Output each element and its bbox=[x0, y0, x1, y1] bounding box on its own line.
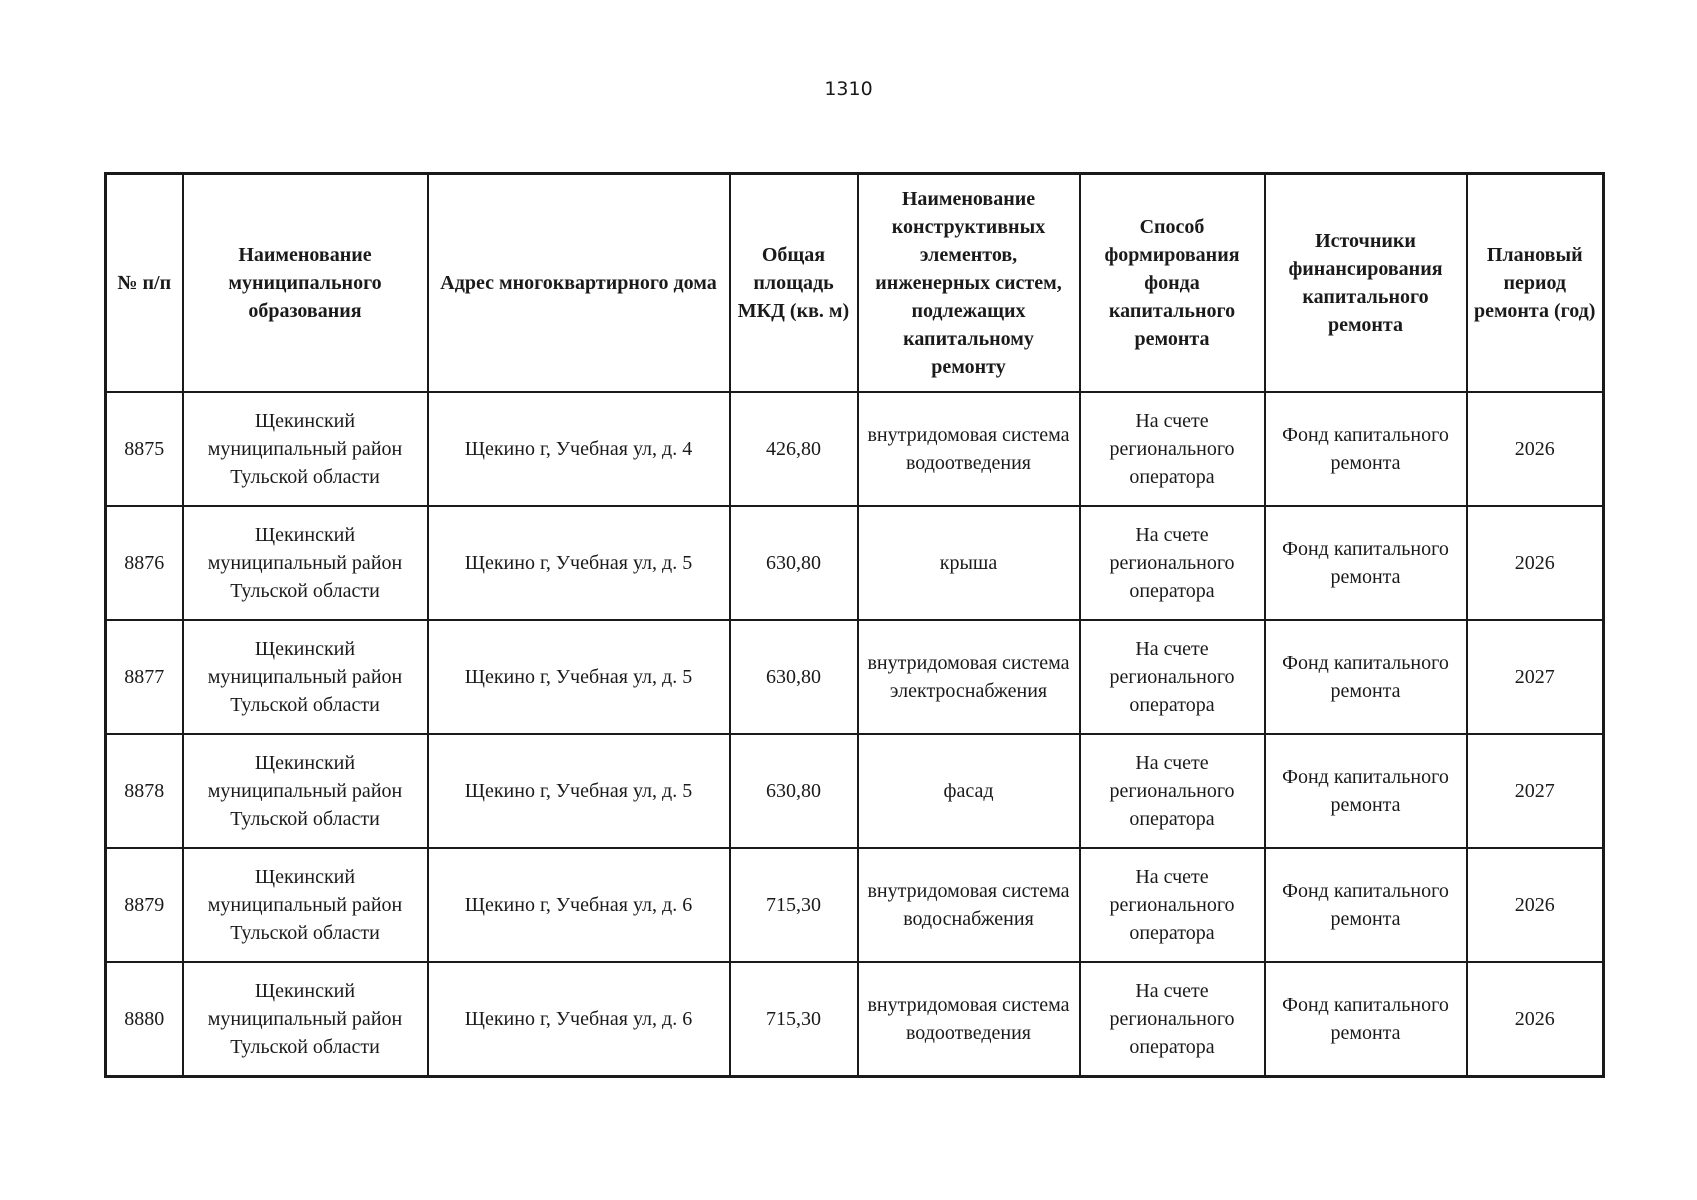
cell-number: 8879 bbox=[106, 848, 183, 962]
cell-elements: крыша bbox=[858, 506, 1080, 620]
cell-planned-year: 2027 bbox=[1467, 620, 1604, 734]
header-cell-area: Общая площадь МКД (кв. м) bbox=[730, 174, 858, 393]
table-row bbox=[106, 848, 1604, 962]
cell-municipality: Щекинский муниципальный район Тульской области bbox=[183, 962, 428, 1077]
cell-fund-method: На счете регионального оператора bbox=[1080, 506, 1265, 620]
cell-municipality: Щекинский муниципальный район Тульской области bbox=[183, 620, 428, 734]
cell-funding-source: Фонд капитального ремонта bbox=[1265, 962, 1467, 1077]
table-row bbox=[106, 962, 1604, 1077]
cell-number: 8880 bbox=[106, 962, 183, 1077]
cell-area: 715,30 bbox=[730, 848, 858, 962]
cell-elements: внутридомовая система водоотведения bbox=[858, 962, 1080, 1077]
cell-funding-source: Фонд капитального ремонта bbox=[1265, 392, 1467, 506]
cell-number: 8876 bbox=[106, 506, 183, 620]
table-header bbox=[106, 174, 1604, 393]
cell-area: 630,80 bbox=[730, 620, 858, 734]
cell-area: 715,30 bbox=[730, 962, 858, 1077]
cell-planned-year: 2027 bbox=[1467, 734, 1604, 848]
cell-fund-method: На счете регионального оператора bbox=[1080, 620, 1265, 734]
page-number: 1310 bbox=[824, 78, 873, 100]
cell-number: 8877 bbox=[106, 620, 183, 734]
cell-funding-source: Фонд капитального ремонта bbox=[1265, 620, 1467, 734]
table-row bbox=[106, 620, 1604, 734]
header-cell-address: Адрес многоквартирного дома bbox=[428, 174, 730, 393]
header-cell-number: № п/п bbox=[106, 174, 183, 393]
cell-elements: фасад bbox=[858, 734, 1080, 848]
table-row bbox=[106, 392, 1604, 506]
cell-address: Щекино г, Учебная ул, д. 5 bbox=[428, 734, 730, 848]
cell-number: 8875 bbox=[106, 392, 183, 506]
cell-municipality: Щекинский муниципальный район Тульской области bbox=[183, 848, 428, 962]
cell-fund-method: На счете регионального оператора bbox=[1080, 962, 1265, 1077]
cell-area: 630,80 bbox=[730, 734, 858, 848]
cell-funding-source: Фонд капитального ремонта bbox=[1265, 506, 1467, 620]
header-cell-fund-method: Способ формирования фонда капитального ремонта bbox=[1080, 174, 1265, 393]
cell-planned-year: 2026 bbox=[1467, 392, 1604, 506]
cell-fund-method: На счете регионального оператора bbox=[1080, 848, 1265, 962]
header-cell-municipality: Наименование муниципального образования bbox=[183, 174, 428, 393]
header-cell-elements: Наименование конструктивных элементов, инженерных систем, подлежащих капитальному ремонту bbox=[858, 174, 1080, 393]
cell-area: 630,80 bbox=[730, 506, 858, 620]
cell-planned-year: 2026 bbox=[1467, 962, 1604, 1077]
cell-fund-method: На счете регионального оператора bbox=[1080, 734, 1265, 848]
cell-municipality: Щекинский муниципальный район Тульской области bbox=[183, 734, 428, 848]
table-row bbox=[106, 506, 1604, 620]
header-cell-planned-year: Плановый период ремонта (год) bbox=[1467, 174, 1604, 393]
cell-elements: внутридомовая система водоотведения bbox=[858, 392, 1080, 506]
cell-address: Щекино г, Учебная ул, д. 4 bbox=[428, 392, 730, 506]
cell-address: Щекино г, Учебная ул, д. 6 bbox=[428, 962, 730, 1077]
cell-funding-source: Фонд капитального ремонта bbox=[1265, 848, 1467, 962]
cell-municipality: Щекинский муниципальный район Тульской области bbox=[183, 506, 428, 620]
cell-planned-year: 2026 bbox=[1467, 506, 1604, 620]
cell-fund-method: На счете регионального оператора bbox=[1080, 392, 1265, 506]
cell-elements: внутридомовая система электроснабжения bbox=[858, 620, 1080, 734]
cell-address: Щекино г, Учебная ул, д. 5 bbox=[428, 506, 730, 620]
cell-number: 8878 bbox=[106, 734, 183, 848]
capital-repair-table bbox=[104, 172, 1605, 1078]
table-body bbox=[106, 392, 1604, 1077]
cell-address: Щекино г, Учебная ул, д. 6 bbox=[428, 848, 730, 962]
cell-address: Щекино г, Учебная ул, д. 5 bbox=[428, 620, 730, 734]
cell-municipality: Щекинский муниципальный район Тульской области bbox=[183, 392, 428, 506]
cell-area: 426,80 bbox=[730, 392, 858, 506]
header-row bbox=[106, 174, 1604, 393]
cell-elements: внутридомовая система водоснабжения bbox=[858, 848, 1080, 962]
header-cell-funding-source: Источники финансирования капитального ремонта bbox=[1265, 174, 1467, 393]
cell-planned-year: 2026 bbox=[1467, 848, 1604, 962]
cell-funding-source: Фонд капитального ремонта bbox=[1265, 734, 1467, 848]
table-row bbox=[106, 734, 1604, 848]
